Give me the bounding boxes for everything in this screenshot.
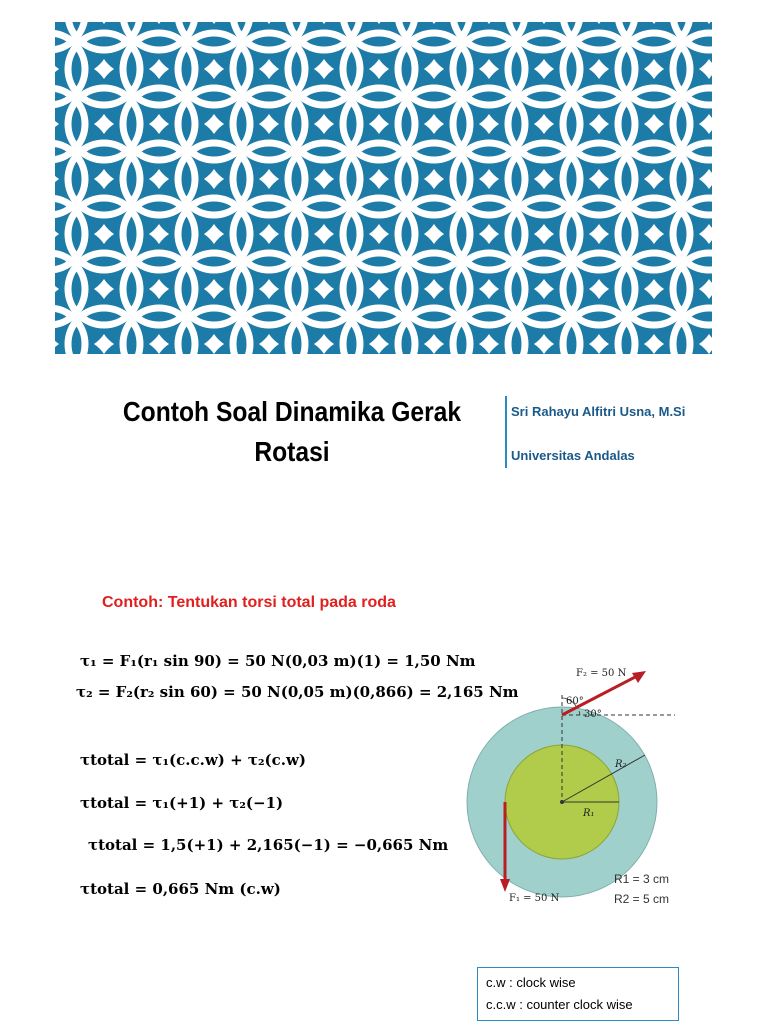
author-name: Sri Rahayu Alfitri Usna, M.Si bbox=[511, 404, 686, 419]
angle-60-label: 60° bbox=[566, 696, 584, 707]
author-affiliation: Universitas Andalas bbox=[511, 448, 635, 463]
title-line-1: Contoh Soal Dinamika Gerak bbox=[122, 396, 462, 427]
page-title bbox=[107, 392, 477, 472]
legend-cw: c.w : clock wise bbox=[486, 975, 576, 990]
header-banner-pattern bbox=[55, 22, 712, 354]
equation-tau1: τ₁ = F₁(r₁ sin 90) = 50 N(0,03 m)(1) = 1,50 Nm bbox=[80, 652, 476, 670]
r1-value-note: R1 = 3 cm bbox=[614, 872, 670, 886]
r2-label: R₂ bbox=[615, 759, 627, 770]
legend-ccw: c.c.w : counter clock wise bbox=[486, 997, 633, 1012]
title-divider bbox=[505, 396, 507, 468]
equation-total-signs: τtotal = τ₁(+1) + τ₂(−1) bbox=[80, 794, 284, 812]
r2-value-note: R2 = 5 cm bbox=[614, 892, 670, 906]
direction-legend-box bbox=[477, 967, 679, 1021]
f1-arrowhead bbox=[500, 879, 510, 892]
title-line-2: Rotasi bbox=[254, 436, 330, 467]
f2-label: F₂ = 50 N bbox=[576, 668, 627, 679]
equation-total-values: τtotal = 1,5(+1) + 2,165(−1) = −0,665 Nm bbox=[88, 836, 449, 854]
f1-label: F₁ = 50 N bbox=[509, 893, 560, 904]
example-heading: Contoh: Tentukan torsi total pada roda bbox=[102, 594, 396, 611]
r1-label: R₁ bbox=[583, 808, 595, 819]
equation-total-result: τtotal = 0,665 Nm (c.w) bbox=[80, 880, 281, 898]
angle-30-label: 30° bbox=[584, 709, 602, 720]
equation-tau2: τ₂ = F₂(r₂ sin 60) = 50 N(0,05 m)(0,866) = 2,165 Nm bbox=[76, 683, 519, 701]
center-point bbox=[560, 800, 564, 804]
equation-total-definition: τtotal = τ₁(c.c.w) + τ₂(c.w) bbox=[80, 751, 307, 769]
